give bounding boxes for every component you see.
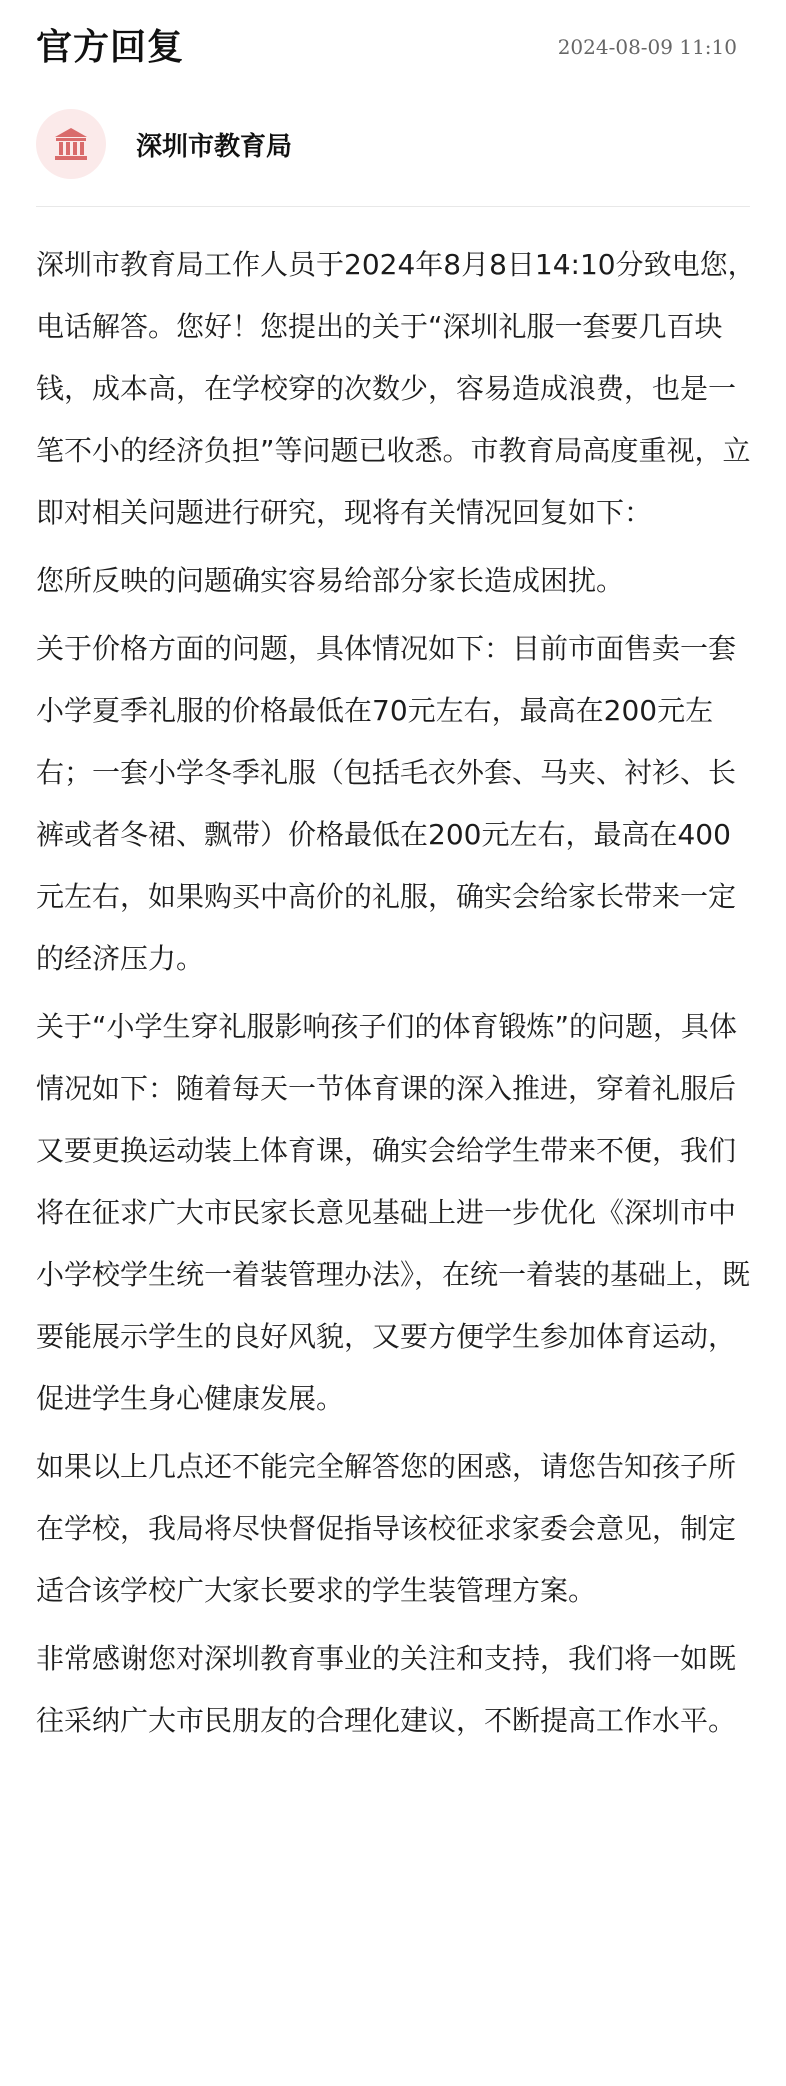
reply-paragraph: 关于价格方面的问题，具体情况如下：目前市面售卖一套小学夏季礼服的价格最低在70元左右，最高在200元左右；一套小学冬季礼服（包括毛衣外套、马夹、衬衫、长裤或者冬裙、飘带）价格最低在200元左右，最高在400元左右，如果购买中高价的礼服，确实会给家长带来一定的经济压力。 [36,632,737,975]
divider [36,206,750,207]
reply-paragraph: 如果以上几点还不能完全解答您的困惑，请您告知孩子所在学校，我局将尽快督促指导该校征求家委会意见，制定适合该学校广大家长要求的学生装管理方案。 [36,1450,737,1607]
government-building-icon [51,124,91,164]
reply-paragraph: 非常感谢您对深圳教育事业的关注和支持，我们将一如既往采纳广大市民朋友的合理化建议，不断提高工作水平。 [36,1642,737,1737]
reply-content [36,234,756,1752]
reply-paragraph: 您所反映的问题确实容易给部分家长造成困扰。 [36,564,625,597]
page-title: 官方回复 [36,26,185,68]
organization-name[interactable]: 深圳市教育局 [136,131,293,162]
organization-row[interactable] [36,108,292,180]
avatar [36,109,106,179]
reply-paragraph: 关于“小学生穿礼服影响孩子们的体育锻炼”的问题，具体情况如下：随着每天一节体育课的深入推进，穿着礼服后又要更换运动装上体育课，确实会给学生带来不便，我们将在征求广大市民家长意见基础上进一步优化《深圳市中小学校学生统一着装管理办法》，在统一着装的基础上，既要能展示学生的良好风貌，又要方便学生参加体育运动，促进学生身心健康发展。 [36,1010,751,1415]
reply-timestamp: 2024-08-09 11:10 [557,35,737,59]
reply-header [36,14,737,74]
reply-paragraph: 深圳市教育局工作人员于2024年8月8日14:10分致电您，电话解答。您好！您提出的关于“深圳礼服一套要几百块钱，成本高，在学校穿的次数少，容易造成浪费，也是一笔不小的经济负担”等问题已收悉。市教育局高度重视，立即对相关问题进行研究，现将有关情况回复如下： [36,248,756,529]
